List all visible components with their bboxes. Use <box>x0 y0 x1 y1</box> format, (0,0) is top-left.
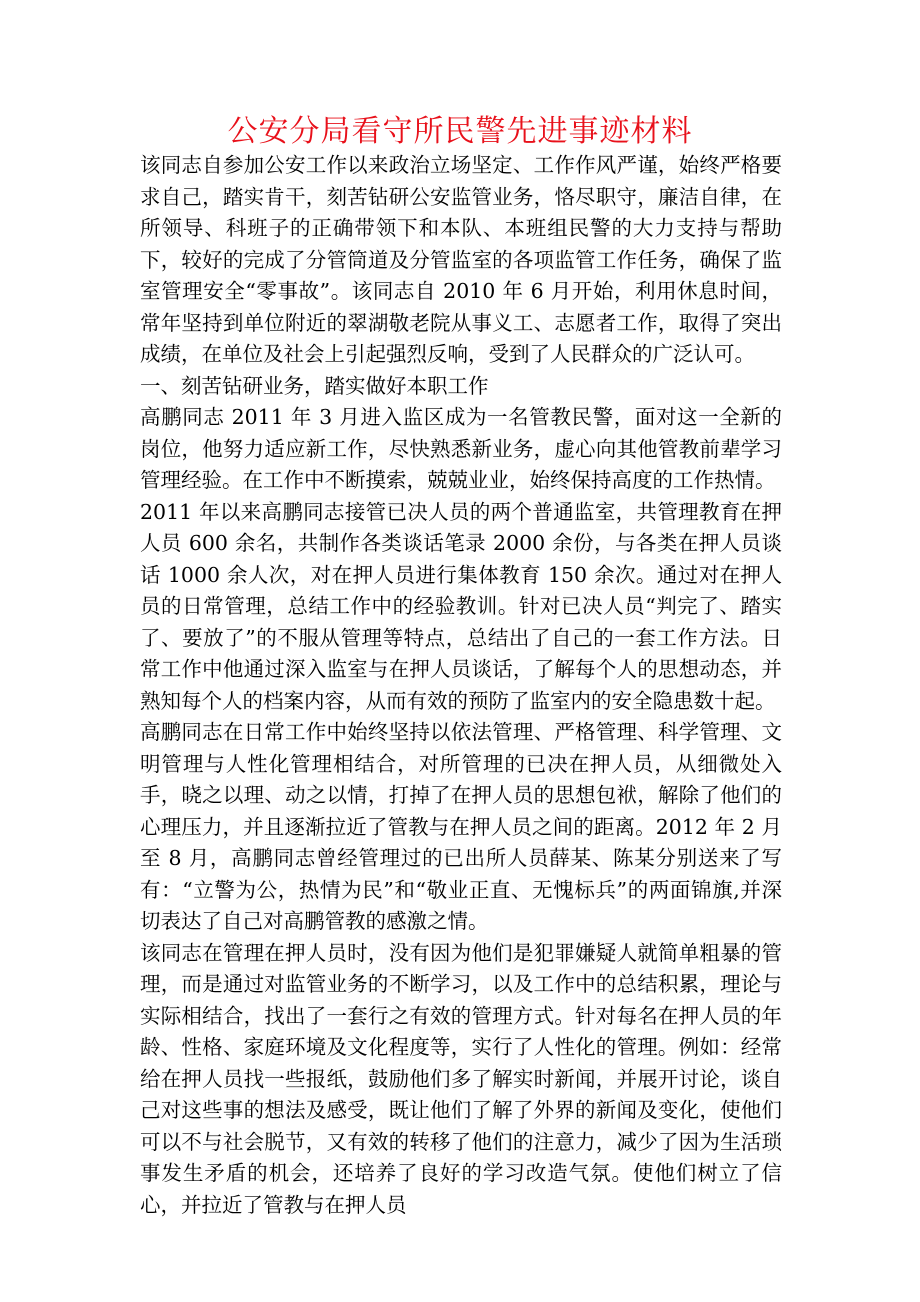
document-body <box>140 150 782 1221</box>
paragraph-2011-march: 高鹏同志 2011 年 3 月进入监区成为一名管教民警，面对这一全新的岗位，他努力适应新工作，尽快熟悉新业务，虚心向其他管教前辈学习管理经验。在工作中不断摸索，兢兢业业，始终保持高度的工作热情。 <box>140 405 782 492</box>
document-title: 公安分局看守所民警先进事迹材料 <box>227 114 693 149</box>
paragraph-humane-management: 该同志在管理在押人员时，没有因为他们是犯罪嫌疑人就简单粗暴的管理，而是通过对监管业务的不断学习，以及工作中的总结积累，理论与实际相结合，找出了一套行之有效的管理方式。针对每名在押人员的年龄、性格、家庭环境及文化程度等，实行了人性化的管理。例如：经常给在押人员找一些报纸，鼓励他们多了解实时新闻，并展开讨论，谈自己对这些事的想法及感受，既让他们了解了外界的新闻及变化，使他们可以不与社会脱节，又有效的转移了他们的注意力，减少了因为生活琐事发生矛盾的机会，还培养了良好的学习改造气氛。使他们树立了信心，并拉近了管教与在押人员 <box>140 940 782 1217</box>
paragraph-intro: 该同志自参加公安工作以来政治立场坚定、工作作风严谨，始终严格要求自己，踏实肯干，刻苦钻研公安监管业务，恪尽职守，廉洁自律，在所领导、科班子的正确带领下和本队、本班组民警的大力支持与帮助下，较好的完成了分管筒道及分管监室的各项监管工作任务，确保了监室管理安全“零事故”。该同志自 2010 年 6 月开始，利用休息时间，常年坚持到单位附近的翠湖敬老院从事义工、志愿者工作，取得了突出成绩，在单位及社会上引起强烈反响，受到了人民群众的广泛认可。 <box>140 153 782 366</box>
section-heading-1: 一、刻苦钻研业务，踏实做好本职工作 <box>140 373 489 398</box>
paragraph-management-principles: 高鹏同志在日常工作中始终坚持以依法管理、严格管理、科学管理、文明管理与人性化管理相结合，对所管理的已决在押人员，从细微处入手，晓之以理、动之以情，打掉了在押人员的思想包袱，解除了他们的心理压力，并且逐渐拉近了管教与在押人员之间的距离。2012 年 2 月至 8 月，高鹏同志曾经管理过的已出所人员薛某、陈某分别送来了写有：“立警为公，热情为民”和“敬业正直、无愧标兵”的两面锦旗,并深切表达了自己对高鹏管教的感激之情。 <box>140 720 782 933</box>
paragraph-2011-statistics: 2011 年以来高鹏同志接管已决人员的两个普通监室，共管理教育在押人员 600 余名，共制作各类谈话笔录 2000 余份，与各类在押人员谈话 1000 余人次，对在押人员进行集体教育 150 余次。通过对在押人员的日常管理，总结工作中的经验教训。针对已决人员“判完了、踏实了、要放了”的不服从管理等特点，总结出了自己的一套工作方法。日常工作中他通过深入监室与在押人员谈话，了解每个人的思想动态，并熟知每个人的档案内容，从而有效的预防了监室内的安全隐患数十起。 <box>140 499 782 713</box>
